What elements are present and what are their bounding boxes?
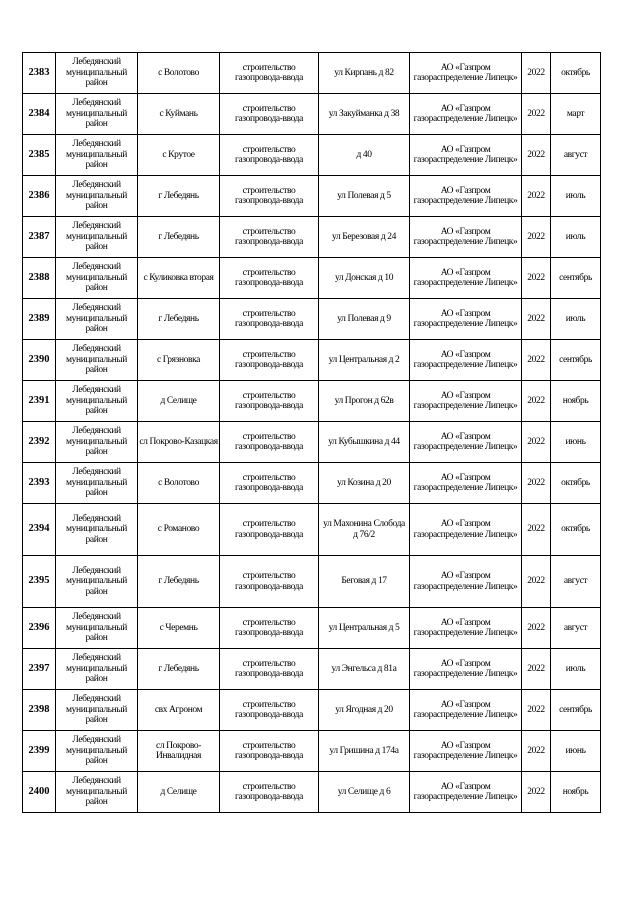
year-cell: 2022	[522, 94, 551, 135]
company-cell: АО «Газпром газораспределение Липецк»	[410, 381, 522, 422]
work-type-cell: строительство газопровода-ввода	[220, 690, 319, 731]
month-cell: ноябрь	[551, 381, 601, 422]
row-number: 2396	[23, 608, 56, 649]
year-cell: 2022	[522, 556, 551, 608]
table-row	[23, 463, 601, 504]
settlement-cell: с Волотово	[138, 463, 220, 504]
year-cell: 2022	[522, 690, 551, 731]
district-cell: Лебедянский муниципальный район	[56, 340, 138, 381]
district-cell: Лебедянский муниципальный район	[56, 94, 138, 135]
company-cell: АО «Газпром газораспределение Липецк»	[410, 299, 522, 340]
work-type-cell: строительство газопровода-ввода	[220, 504, 319, 556]
row-number: 2400	[23, 772, 56, 813]
work-type-cell: строительство газопровода-ввода	[220, 94, 319, 135]
work-type-cell: строительство газопровода-ввода	[220, 258, 319, 299]
work-type-cell: строительство газопровода-ввода	[220, 135, 319, 176]
settlement-cell: сл Покрово-Казацкая	[138, 422, 220, 463]
address-cell: ул Закуйманка д 38	[319, 94, 410, 135]
work-type-cell: строительство газопровода-ввода	[220, 217, 319, 258]
month-cell: октябрь	[551, 504, 601, 556]
address-cell: ул Донская д 10	[319, 258, 410, 299]
district-cell: Лебедянский муниципальный район	[56, 772, 138, 813]
address-cell: ул Прогон д 62в	[319, 381, 410, 422]
district-cell: Лебедянский муниципальный район	[56, 299, 138, 340]
settlement-cell: с Крутое	[138, 135, 220, 176]
table-row	[23, 690, 601, 731]
company-cell: АО «Газпром газораспределение Липецк»	[410, 94, 522, 135]
table-row	[23, 649, 601, 690]
district-cell: Лебедянский муниципальный район	[56, 556, 138, 608]
company-cell: АО «Газпром газораспределение Липецк»	[410, 217, 522, 258]
work-type-cell: строительство газопровода-ввода	[220, 649, 319, 690]
address-cell: д 40	[319, 135, 410, 176]
table-row	[23, 772, 601, 813]
company-cell: АО «Газпром газораспределение Липецк»	[410, 649, 522, 690]
work-type-cell: строительство газопровода-ввода	[220, 772, 319, 813]
table-row	[23, 608, 601, 649]
company-cell: АО «Газпром газораспределение Липецк»	[410, 608, 522, 649]
table-row	[23, 556, 601, 608]
address-cell: ул Селище д 6	[319, 772, 410, 813]
year-cell: 2022	[522, 176, 551, 217]
company-cell: АО «Газпром газораспределение Липецк»	[410, 135, 522, 176]
year-cell: 2022	[522, 608, 551, 649]
table-row	[23, 94, 601, 135]
year-cell: 2022	[522, 772, 551, 813]
row-number: 2386	[23, 176, 56, 217]
district-cell: Лебедянский муниципальный район	[56, 53, 138, 94]
work-type-cell: строительство газопровода-ввода	[220, 463, 319, 504]
month-cell: июль	[551, 299, 601, 340]
row-number: 2393	[23, 463, 56, 504]
address-cell: ул Центральная д 2	[319, 340, 410, 381]
district-cell: Лебедянский муниципальный район	[56, 217, 138, 258]
address-cell: ул Полевая д 9	[319, 299, 410, 340]
table-row	[23, 53, 601, 94]
company-cell: АО «Газпром газораспределение Липецк»	[410, 463, 522, 504]
month-cell: март	[551, 94, 601, 135]
table-row	[23, 217, 601, 258]
table-row	[23, 258, 601, 299]
district-cell: Лебедянский муниципальный район	[56, 649, 138, 690]
address-cell: ул Березовая д 24	[319, 217, 410, 258]
address-cell: ул Козина д 20	[319, 463, 410, 504]
year-cell: 2022	[522, 731, 551, 772]
company-cell: АО «Газпром газораспределение Липецк»	[410, 340, 522, 381]
month-cell: октябрь	[551, 463, 601, 504]
row-number: 2399	[23, 731, 56, 772]
row-number: 2387	[23, 217, 56, 258]
work-type-cell: строительство газопровода-ввода	[220, 53, 319, 94]
row-number: 2384	[23, 94, 56, 135]
year-cell: 2022	[522, 258, 551, 299]
month-cell: июнь	[551, 422, 601, 463]
settlement-cell: с Романово	[138, 504, 220, 556]
row-number: 2391	[23, 381, 56, 422]
month-cell: июль	[551, 217, 601, 258]
row-number: 2389	[23, 299, 56, 340]
year-cell: 2022	[522, 53, 551, 94]
year-cell: 2022	[522, 649, 551, 690]
year-cell: 2022	[522, 463, 551, 504]
settlement-cell: г Лебедянь	[138, 299, 220, 340]
district-cell: Лебедянский муниципальный район	[56, 608, 138, 649]
address-cell: ул Энгельса д 81а	[319, 649, 410, 690]
month-cell: сентябрь	[551, 340, 601, 381]
settlement-cell: г Лебедянь	[138, 649, 220, 690]
work-type-cell: строительство газопровода-ввода	[220, 381, 319, 422]
district-cell: Лебедянский муниципальный район	[56, 504, 138, 556]
settlement-cell: д Селище	[138, 381, 220, 422]
district-cell: Лебедянский муниципальный район	[56, 381, 138, 422]
address-cell: ул Гришина д 174а	[319, 731, 410, 772]
district-cell: Лебедянский муниципальный район	[56, 731, 138, 772]
table-row	[23, 135, 601, 176]
company-cell: АО «Газпром газораспределение Липецк»	[410, 772, 522, 813]
year-cell: 2022	[522, 504, 551, 556]
settlement-cell: г Лебедянь	[138, 217, 220, 258]
work-type-cell: строительство газопровода-ввода	[220, 556, 319, 608]
table-row	[23, 422, 601, 463]
settlement-cell: с Грязновка	[138, 340, 220, 381]
month-cell: август	[551, 135, 601, 176]
address-cell: ул Махонина Слобода д 76/2	[319, 504, 410, 556]
year-cell: 2022	[522, 340, 551, 381]
year-cell: 2022	[522, 422, 551, 463]
company-cell: АО «Газпром газораспределение Липецк»	[410, 176, 522, 217]
row-number: 2398	[23, 690, 56, 731]
table-row	[23, 299, 601, 340]
district-cell: Лебедянский муниципальный район	[56, 176, 138, 217]
year-cell: 2022	[522, 217, 551, 258]
work-type-cell: строительство газопровода-ввода	[220, 299, 319, 340]
address-cell: ул Полевая д 5	[319, 176, 410, 217]
address-cell: ул Центральная д 5	[319, 608, 410, 649]
district-cell: Лебедянский муниципальный район	[56, 690, 138, 731]
table-row	[23, 176, 601, 217]
row-number: 2397	[23, 649, 56, 690]
company-cell: АО «Газпром газораспределение Липецк»	[410, 690, 522, 731]
work-type-cell: строительство газопровода-ввода	[220, 608, 319, 649]
table-row	[23, 381, 601, 422]
month-cell: ноябрь	[551, 772, 601, 813]
month-cell: июль	[551, 649, 601, 690]
work-type-cell: строительство газопровода-ввода	[220, 422, 319, 463]
address-cell: ул Кубышкина д 44	[319, 422, 410, 463]
year-cell: 2022	[522, 381, 551, 422]
company-cell: АО «Газпром газораспределение Липецк»	[410, 258, 522, 299]
month-cell: август	[551, 556, 601, 608]
month-cell: июль	[551, 176, 601, 217]
district-cell: Лебедянский муниципальный район	[56, 258, 138, 299]
settlement-cell: с Черемнь	[138, 608, 220, 649]
table-row	[23, 731, 601, 772]
month-cell: август	[551, 608, 601, 649]
row-number: 2394	[23, 504, 56, 556]
work-type-cell: строительство газопровода-ввода	[220, 731, 319, 772]
settlement-cell: с Волотово	[138, 53, 220, 94]
address-cell: Беговая д 17	[319, 556, 410, 608]
company-cell: АО «Газпром газораспределение Липецк»	[410, 504, 522, 556]
row-number: 2385	[23, 135, 56, 176]
row-number: 2388	[23, 258, 56, 299]
district-cell: Лебедянский муниципальный район	[56, 463, 138, 504]
row-number: 2383	[23, 53, 56, 94]
table-row	[23, 504, 601, 556]
table-row	[23, 340, 601, 381]
company-cell: АО «Газпром газораспределение Липецк»	[410, 731, 522, 772]
settlement-cell: г Лебедянь	[138, 176, 220, 217]
settlement-cell: свх Агроном	[138, 690, 220, 731]
row-number: 2395	[23, 556, 56, 608]
settlement-cell: д Селище	[138, 772, 220, 813]
company-cell: АО «Газпром газораспределение Липецк»	[410, 53, 522, 94]
settlement-cell: с Куликовка вторая	[138, 258, 220, 299]
gas-connections-table	[22, 52, 601, 813]
company-cell: АО «Газпром газораспределение Липецк»	[410, 422, 522, 463]
month-cell: октябрь	[551, 53, 601, 94]
month-cell: июнь	[551, 731, 601, 772]
settlement-cell: с Куймань	[138, 94, 220, 135]
address-cell: ул Кирпань д 82	[319, 53, 410, 94]
row-number: 2390	[23, 340, 56, 381]
address-cell: ул Ягодная д 20	[319, 690, 410, 731]
year-cell: 2022	[522, 135, 551, 176]
year-cell: 2022	[522, 299, 551, 340]
row-number: 2392	[23, 422, 56, 463]
work-type-cell: строительство газопровода-ввода	[220, 176, 319, 217]
company-cell: АО «Газпром газораспределение Липецк»	[410, 556, 522, 608]
settlement-cell: сл Покрово-Инвалидная	[138, 731, 220, 772]
month-cell: сентябрь	[551, 258, 601, 299]
settlement-cell: г Лебедянь	[138, 556, 220, 608]
work-type-cell: строительство газопровода-ввода	[220, 340, 319, 381]
district-cell: Лебедянский муниципальный район	[56, 422, 138, 463]
month-cell: сентябрь	[551, 690, 601, 731]
district-cell: Лебедянский муниципальный район	[56, 135, 138, 176]
